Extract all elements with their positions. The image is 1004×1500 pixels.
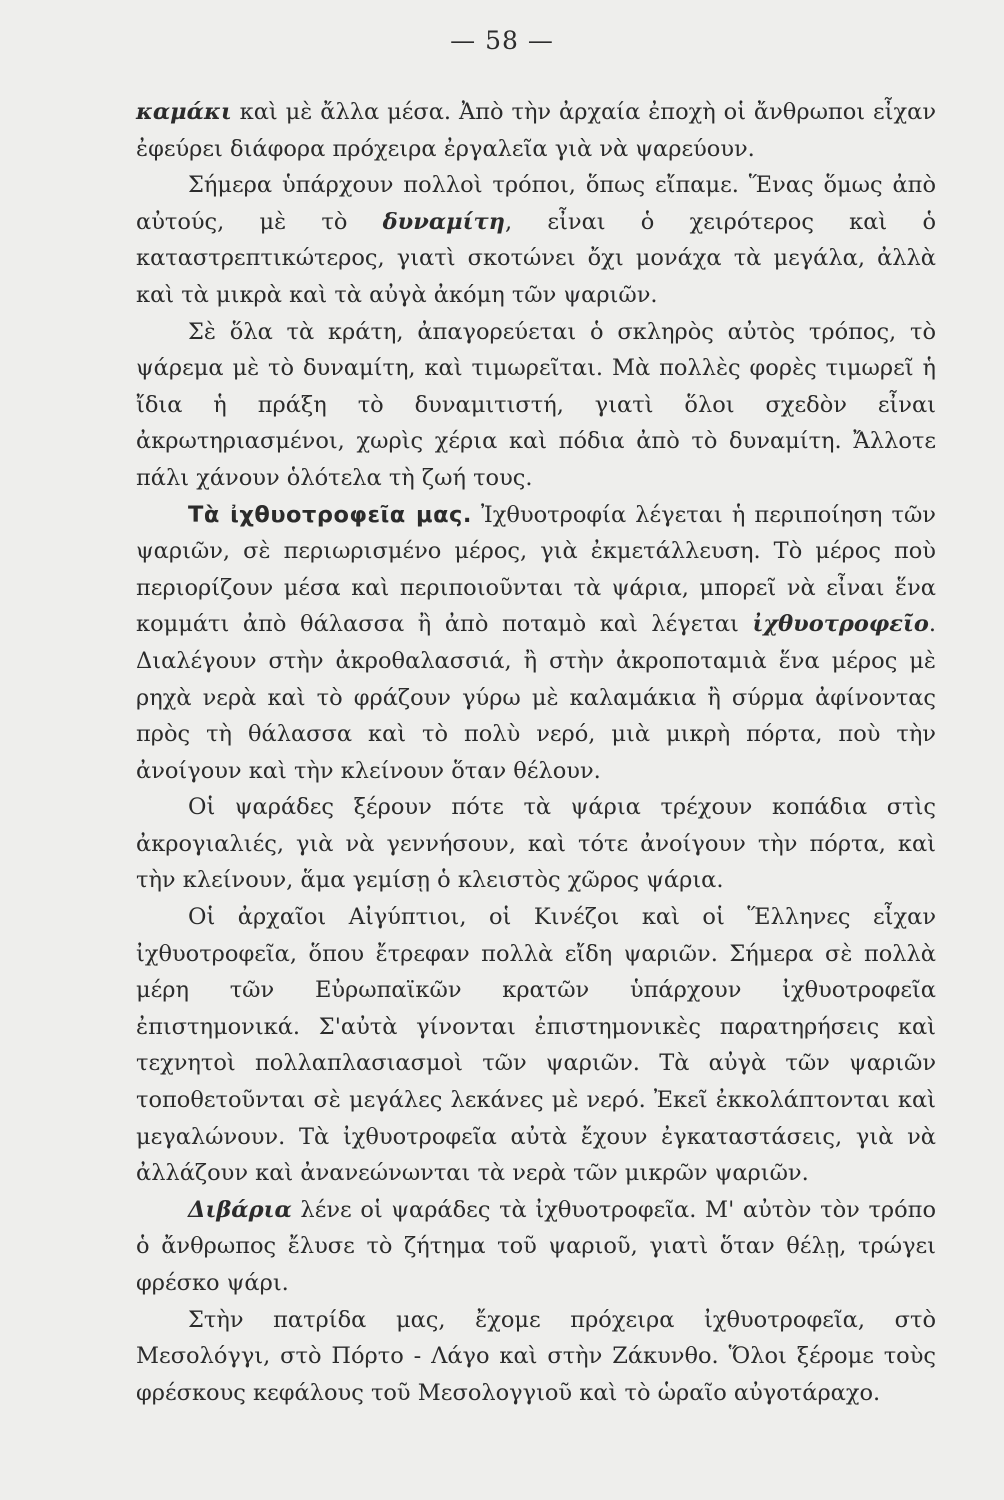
- keyword-dynamiti: δυναμίτη: [382, 208, 506, 235]
- paragraph: [136, 1302, 936, 1412]
- text-run: Σὲ ὅλα τὰ κράτη, ἀπαγορεύεται ὁ σκληρὸς αὐτὸς τρόπος, τὸ ψάρεμα μὲ τὸ δυναμίτη, καὶ τιμωρεῖται. Μὰ πολλὲς φορὲς τιμωρεῖ ἡ ἴδια ἡ πράξη τὸ δυναμιτιστή, γιατὶ ὅλοι σχεδὸν εἶναι ἀκρωτηριασμένοι, χωρὶς χέρια καὶ πόδια ἀπὸ τὸ δυναμίτη. Ἄλλοτε πάλι χάνουν ὁλότελα τὴ ζωή τους.: [136, 318, 936, 491]
- text-run: Σήμερα ὑπάρχουν πολλοὶ τρόποι, ὅπως εἴπαμε. Ἕνας ὅμως ἀπὸ αὐτούς, μὲ τὸ: [136, 172, 936, 235]
- paragraph: [136, 497, 936, 790]
- paragraph: [136, 899, 936, 1192]
- section-heading: Τὰ ἰχθυοτροφεῖα μας.: [188, 501, 472, 528]
- paragraph: [136, 94, 936, 167]
- paragraph: [136, 314, 936, 497]
- text-run: . Διαλέγουν στὴν ἀκροθαλασσιά, ἢ στὴν ἀκροποταμιὰ ἕνα μέρος μὲ ρηχὰ νερὰ καὶ τὸ φράζουν γύρω μὲ καλαμάκια ἢ σύρμα ἀφίνοντας πρὸς τὴ θάλασσα καὶ τὸ πολὺ νερό, μιὰ μικρὴ πόρτα, ποὺ τὴν ἀνοίγουν καὶ τὴν κλείνουν ὅταν θέλουν.: [136, 611, 936, 784]
- paragraph: [136, 789, 936, 899]
- keyword-ichthyotrofeio: ἰχθυοτροφεῖο: [752, 611, 929, 638]
- text-run: καὶ μὲ ἄλλα μέσα. Ἀπὸ τὴν ἀρχαία ἐποχὴ οἱ ἄνθρωποι εἶχαν ἐφεύρει διάφορα πρόχειρα ἐργαλεῖα γιὰ νὰ ψαρεύουν.: [136, 99, 936, 162]
- text-run: Ἰχθυοτροφία λέγεται ἡ περιποίηση τῶν ψαριῶν, σὲ περιωρισμένο μέρος, γιὰ ἐκμετάλλευση. Τὸ μέρος ποὺ περιορίζουν μέσα καὶ περιποιοῦνται τὰ ψάρια, μπορεῖ νὰ εἶναι ἕνα κομμάτι ἀπὸ θάλασσα ἢ ἀπὸ ποταμὸ καὶ λέγεται: [136, 501, 936, 638]
- text-run: λένε οἱ ψαράδες τὰ ἰχθυοτροφεῖα. Μ' αὐτὸν τὸν τρόπο ὁ ἄνθρωπος ἔλυσε τὸ ζήτημα τοῦ ψαριοῦ, γιατὶ ὅταν θέλῃ, τρώγει φρέσκο ψάρι.: [136, 1196, 936, 1296]
- page-number: — 58 —: [450, 26, 554, 55]
- body-text: [136, 94, 936, 1411]
- text-run: Οἱ ψαράδες ξέρουν πότε τὰ ψάρια τρέχουν κοπάδια στὶς ἀκρογιαλιές, γιὰ νὰ γεννήσουν, καὶ τότε ἀνοίγουν τὴν πόρτα, καὶ τὴν κλείνουν, ἅμα γεμίσῃ ὁ κλειστὸς χῶρος ψάρια.: [136, 794, 936, 894]
- text-run: Οἱ ἀρχαῖοι Αἰγύπτιοι, οἱ Κινέζοι καὶ οἱ Ἕλληνες εἶχαν ἰχθυοτροφεῖα, ὅπου ἔτρεφαν πολλὰ εἴδη ψαριῶν. Σήμερα σὲ πολλὰ μέρη τῶν Εὐρωπαϊκῶν κρατῶν ὑπάρχουν ἰχθυοτροφεῖα ἐπιστημονικά. Σ'αὐτὰ γίνονται ἐπιστημονικὲς παρατηρήσεις καὶ τεχνητοὶ πολλαπλασιασμοὶ τῶν ψαριῶν. Τὰ αὐγὰ τῶν ψαριῶν τοποθετοῦνται σὲ μεγάλες λεκάνες μὲ νερό. Ἐκεῖ ἐκκολάπτονται καὶ μεγαλώνουν. Τὰ ἰχθυοτροφεῖα αὐτὰ ἔχουν ἐγκαταστάσεις, γιὰ νὰ ἀλλάζουν καὶ ἀνανεώνωνται τὰ νερὰ τῶν μικρῶν ψαριῶν.: [136, 904, 936, 1187]
- paragraph: [136, 167, 936, 313]
- paragraph: [136, 1192, 936, 1302]
- keyword-divaria: Διβάρια: [188, 1196, 292, 1223]
- text-run: , εἶναι ὁ χειρότερος καὶ ὁ καταστρεπτικώτερος, γιατὶ σκοτώνει ὄχι μονάχα τὰ μεγάλα, ἀλλὰ καὶ τὰ μικρὰ καὶ τὰ αὐγὰ ἀκόμη τῶν ψαριῶν.: [136, 208, 936, 308]
- text-run: Στὴν πατρίδα μας, ἔχομε πρόχειρα ἰχθυοτροφεῖα, στὸ Μεσολόγγι, στὸ Πόρτο - Λάγο καὶ στὴν Ζάκυνθο. Ὅλοι ξέρομε τοὺς φρέσκους κεφάλους τοῦ Μεσολογγιοῦ καὶ τὸ ὡραῖο αὐγοτάραχο.: [136, 1306, 936, 1406]
- keyword-kamaki: καμάκι: [136, 99, 232, 125]
